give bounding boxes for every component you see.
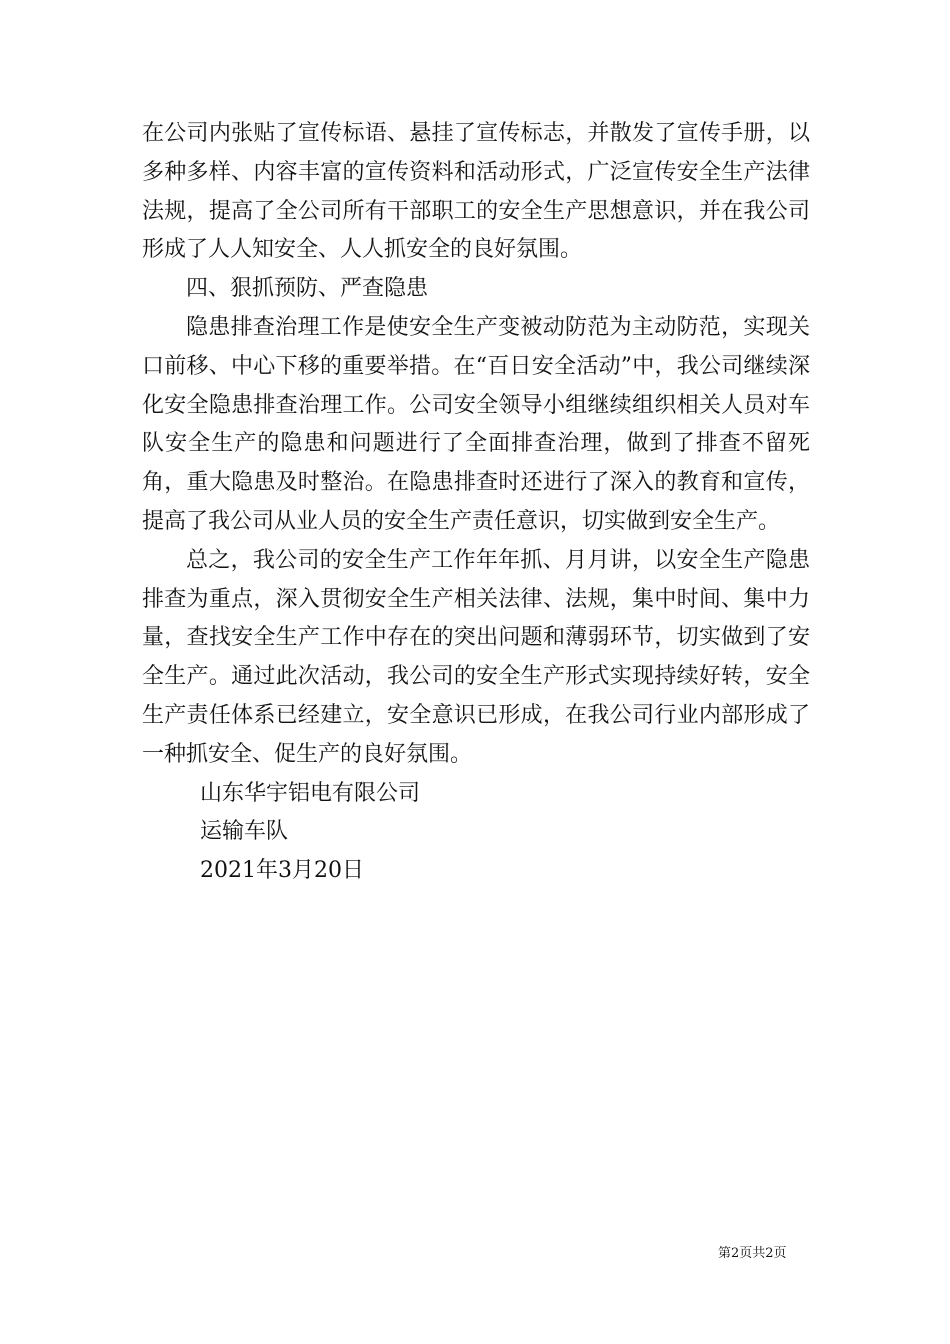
section-heading-4: 四、狠抓预防、严查隐患 (186, 276, 429, 302)
signature-date: 2021年3月20日 (200, 858, 364, 884)
body-paragraph-2: 隐患排查治理工作是使安全生产变被动防范为主动防范，实现关口前移、中心下移的重要举措。在“百日安全活动”中，我公司继续深化安全隐患排查治理工作。公司安全领导小组继续组织相关人员对车队安全生产的隐患和问题进行了全面排查治理，做到了排查不留死角，重大隐患及时整治。在隐患排查时还进行了深入的教育和宣传，提高了我公司从业人员的安全生产责任意识，切实做到安全生产。 (142, 314, 810, 534)
signature-department: 运输车队 (200, 819, 289, 845)
body-paragraph-1: 在公司内张贴了宣传标语、悬挂了宣传标志，并散发了宣传手册，以多种多样、内容丰富的宣传资料和活动形式，广泛宣传安全生产法律法规，提高了全公司所有干部职工的安全生产思想意识，并在我公司形成了人人知安全、人人抓安全的良好氛围。 (142, 121, 810, 263)
signature-company: 山东华宇铝电有限公司 (200, 780, 421, 806)
document-body (142, 115, 810, 891)
page-number-footer: 第2页共2页 (718, 1246, 787, 1261)
body-paragraph-3: 总之，我公司的安全生产工作年年抓、月月讲，以安全生产隐患排查为重点，深入贯彻安全生产相关法律、法规，集中时间、集中力量，查找安全生产工作中存在的突出问题和薄弱环节，切实做到了安全生产。通过此次活动，我公司的安全生产形式实现持续好转，安全生产责任体系已经建立，安全意识已形成，在我公司行业内部形成了一种抓安全、促生产的良好氛围。 (142, 547, 810, 767)
